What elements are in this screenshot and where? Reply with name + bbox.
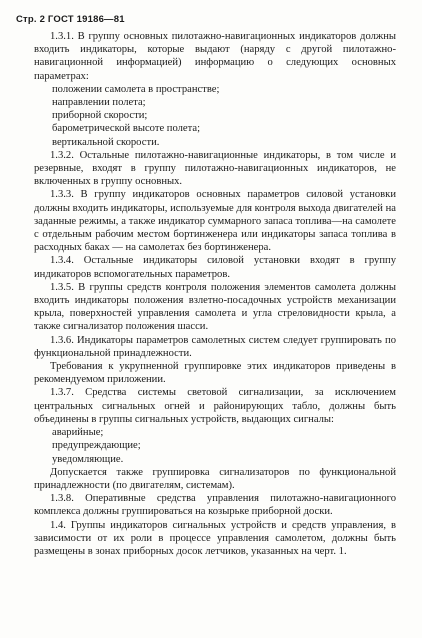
paragraph: Требования к укрупненной группировке этих индикаторов приведены в рекомендуемом приложении. [34,361,396,386]
paragraph: 1.3.7. Средства системы световой сигнализации, за исключением центральных сигнальных огней и районирующих табло, должны быть объединены в группы сигнальных устройств, выдающих сигналы: [34,387,396,425]
paragraph: 1.4. Группы индикаторов сигнальных устройств и средств управления, в зависимости от их роли в процессе управления самолетом, должны быть размещены в зонах приборных досок летчиков, указанных на черт. 1. [34,519,396,557]
paragraph: 1.3.4. Остальные индикаторы силовой установки входят в группу индикаторов вспомогательных параметров. [34,255,396,280]
paragraph: 1.3.1. В группу основных пилотажно-навигационных индикаторов должны входить индикаторы, которые выдают (наряду с другой пилотажно-навигационной информацией) информацию о следующих основных параметрах: [34,31,396,82]
paragraph: 1.3.2. Остальные пилотажно-навигационные индикаторы, в том числе и резервные, входят в группу пилотажно-навигационных индикаторов, не включенных в группу основных. [34,149,396,188]
list-item: положении самолета в пространстве; [52,83,220,95]
list-item: уведомляющие. [52,453,124,465]
paragraph: 1.3.5. В группы средств контроля положения элементов самолета должны входить индикаторы положения взлетно-посадочных устройств механизации крыла, поверхностей управления самолета и угла стреловидности крыла, а также сигнализатор положения шасси. [34,281,396,333]
list-item: предупреждающие; [52,440,141,452]
document-body [34,30,396,558]
paragraph: 1.3.6. Индикаторы параметров самолетных систем следует группировать по функциональной принадлежности. [34,334,396,359]
list-item: барометрической высоте полета; [52,123,201,135]
list-item: вертикальной скорости. [52,136,160,148]
list-item: аварийные; [52,427,104,439]
list-item: направлении полета; [52,97,146,109]
paragraph: 1.3.8. Оперативные средства управления пилотажно-навигационного комплекса должны группироваться на козырьке приборной доски. [34,493,396,518]
page-header: Стр. 2 ГОСТ 19186—81 [16,14,125,25]
list-item: приборной скорости; [52,110,148,122]
paragraph: 1.3.3. В группу индикаторов основных параметров силовой установки должны входить индикаторы, используемые для контроля выхода двигателей на заданные режимы, а также индикатор суммарного запаса топлива—на самолете с отдельным рабочим местом бортинженера или индикаторы запаса топлива в расходных баках — на самолетах без бортинженера. [34,189,396,254]
paragraph: Допускается также группировка сигнализаторов по функциональной принадлежности (по двигателям, системам). [34,466,396,491]
